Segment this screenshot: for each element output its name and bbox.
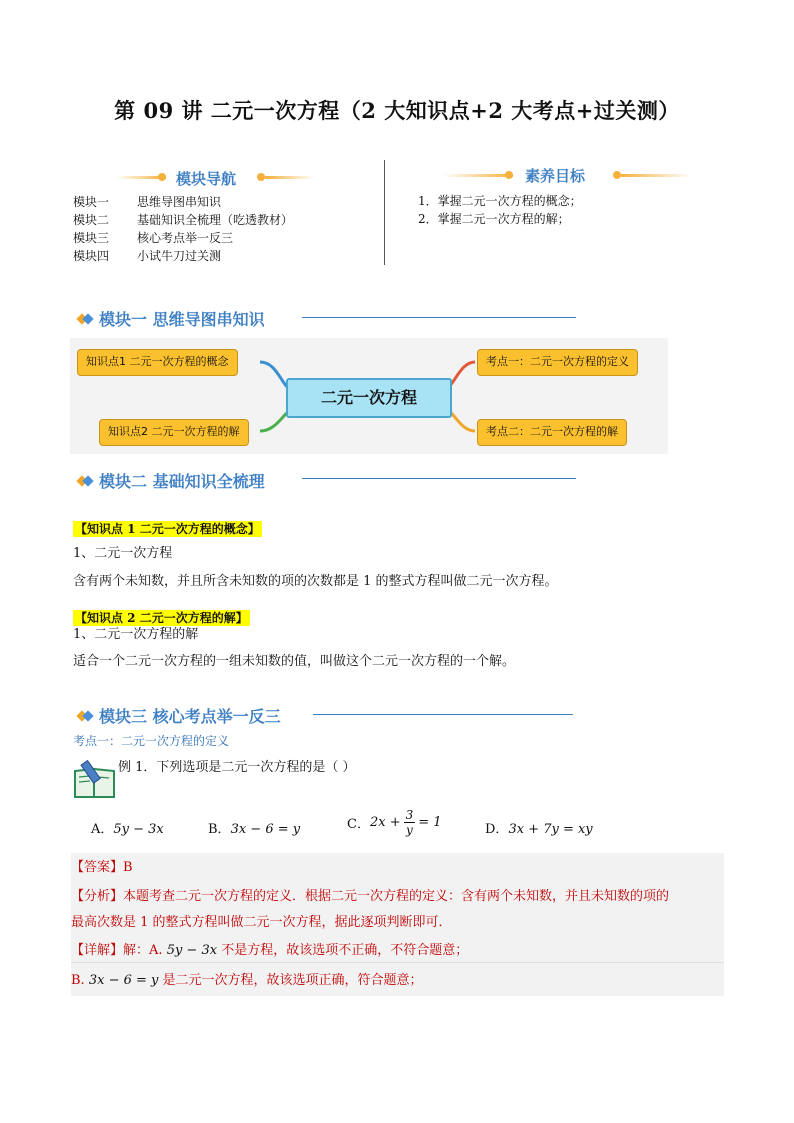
option-c[interactable]: C． 2x + $\frac{3}{y}$ = 1 [347, 808, 442, 837]
example-question: 例 1．下列选项是二元一次方程的是（ ） [118, 760, 356, 775]
diamond-icon [78, 311, 93, 326]
option-a[interactable]: A．5y − 3x [91, 822, 164, 837]
nav-heading-dot-left [158, 173, 166, 181]
module2-heading: 模块二 基础知识全梳理 [78, 469, 265, 492]
nav-item[interactable]: 模块一 思维导图串知识 [73, 195, 222, 209]
link-right-bottom [448, 410, 475, 431]
link-left-top [260, 362, 288, 388]
answer-line: 【答案】B [71, 860, 133, 875]
node-knowledge-1: 知识点1 二元一次方程的概念 [77, 349, 238, 376]
goals-heading: 素养目标 [525, 167, 586, 185]
diamond-icon [78, 473, 93, 488]
fraction: $\frac{3}{y}$ [405, 808, 414, 837]
knowledge1-text: 含有两个未知数，并且所含未知数的项的次数都是 1 的整式方程叫做二元一次方程。 [73, 574, 558, 589]
analysis: 【分析】本题考查二元一次方程的定义．根据二元一次方程的定义：含有两个未知数，并且未知数的项的 最高次数是 1 的整式方程叫做二元一次方程，据此逐项判断即可． [71, 889, 670, 930]
knowledge1-sub: 1、二元一次方程 [73, 546, 173, 561]
nav-item[interactable]: 模块二 基础知识全梳理（吃透教材） [73, 213, 294, 227]
goals-heading-line-left [443, 174, 513, 177]
module1-heading: 模块一 思维导图串知识 [78, 307, 265, 330]
detail-line-2: B. 3x − 6 = y 是二元一次方程，故该选项正确，符合题意； [71, 973, 423, 988]
goal-item: 2．掌握二元一次方程的解； [418, 212, 570, 226]
knowledge2-text: 适合一个二元一次方程的一组未知数的值，叫做这个二元一次方程的一个解。 [73, 654, 516, 669]
node-knowledge-2: 知识点2 二元一次方程的解 [99, 419, 249, 446]
diamond-icon [78, 708, 93, 723]
goals-heading-line-right [621, 174, 691, 177]
detail-divider [71, 962, 724, 963]
nav-heading-dot-right [257, 173, 265, 181]
node-kaodian-1: 考点一：二元一次方程的定义 [477, 349, 638, 376]
node-center: 二元一次方程 [286, 378, 452, 418]
goals-heading-dot-right [613, 171, 621, 179]
knowledge1-tag: 【知识点 1 二元一次方程的概念】 [75, 522, 260, 536]
goals-list [418, 192, 582, 228]
divider [384, 160, 385, 265]
nav-list [73, 193, 293, 265]
knowledge2-sub: 1、二元一次方程的解 [73, 627, 199, 642]
module3-heading: 模块三 核心考点举一反三 [78, 704, 281, 727]
nav-item[interactable]: 模块三 核心考点举一反三 [73, 231, 234, 245]
knowledge2-tag: 【知识点 2 二元一次方程的解】 [75, 611, 248, 625]
detail-line-1: 【详解】解：A. 5y − 3x 不是方程，故该选项不正确，不符合题意； [71, 943, 469, 958]
nav-heading: 模块导航 [176, 170, 237, 188]
node-kaodian-2: 考点二：二元一次方程的解 [477, 419, 627, 446]
option-b[interactable]: B．3x − 6 = y [208, 822, 301, 837]
kaodian-title: 考点一：二元一次方程的定义 [73, 734, 230, 748]
goal-item: 1．掌握二元一次方程的概念； [418, 194, 582, 208]
nav-heading-line-right [265, 176, 315, 179]
option-d[interactable]: D．3x + 7y = xy [485, 822, 593, 837]
goals-heading-dot-left [505, 171, 513, 179]
page-title: 第 09 讲 二元一次方程（2 大知识点+2 大考点+过关测） [114, 98, 680, 123]
mind-map [70, 338, 668, 454]
nav-item[interactable]: 模块四 小试牛刀过关测 [73, 249, 222, 263]
module2-rule [302, 478, 576, 479]
book-pen-icon [72, 759, 118, 799]
link-right-top [448, 362, 475, 388]
module1-rule [302, 317, 576, 318]
module3-rule [313, 714, 573, 715]
